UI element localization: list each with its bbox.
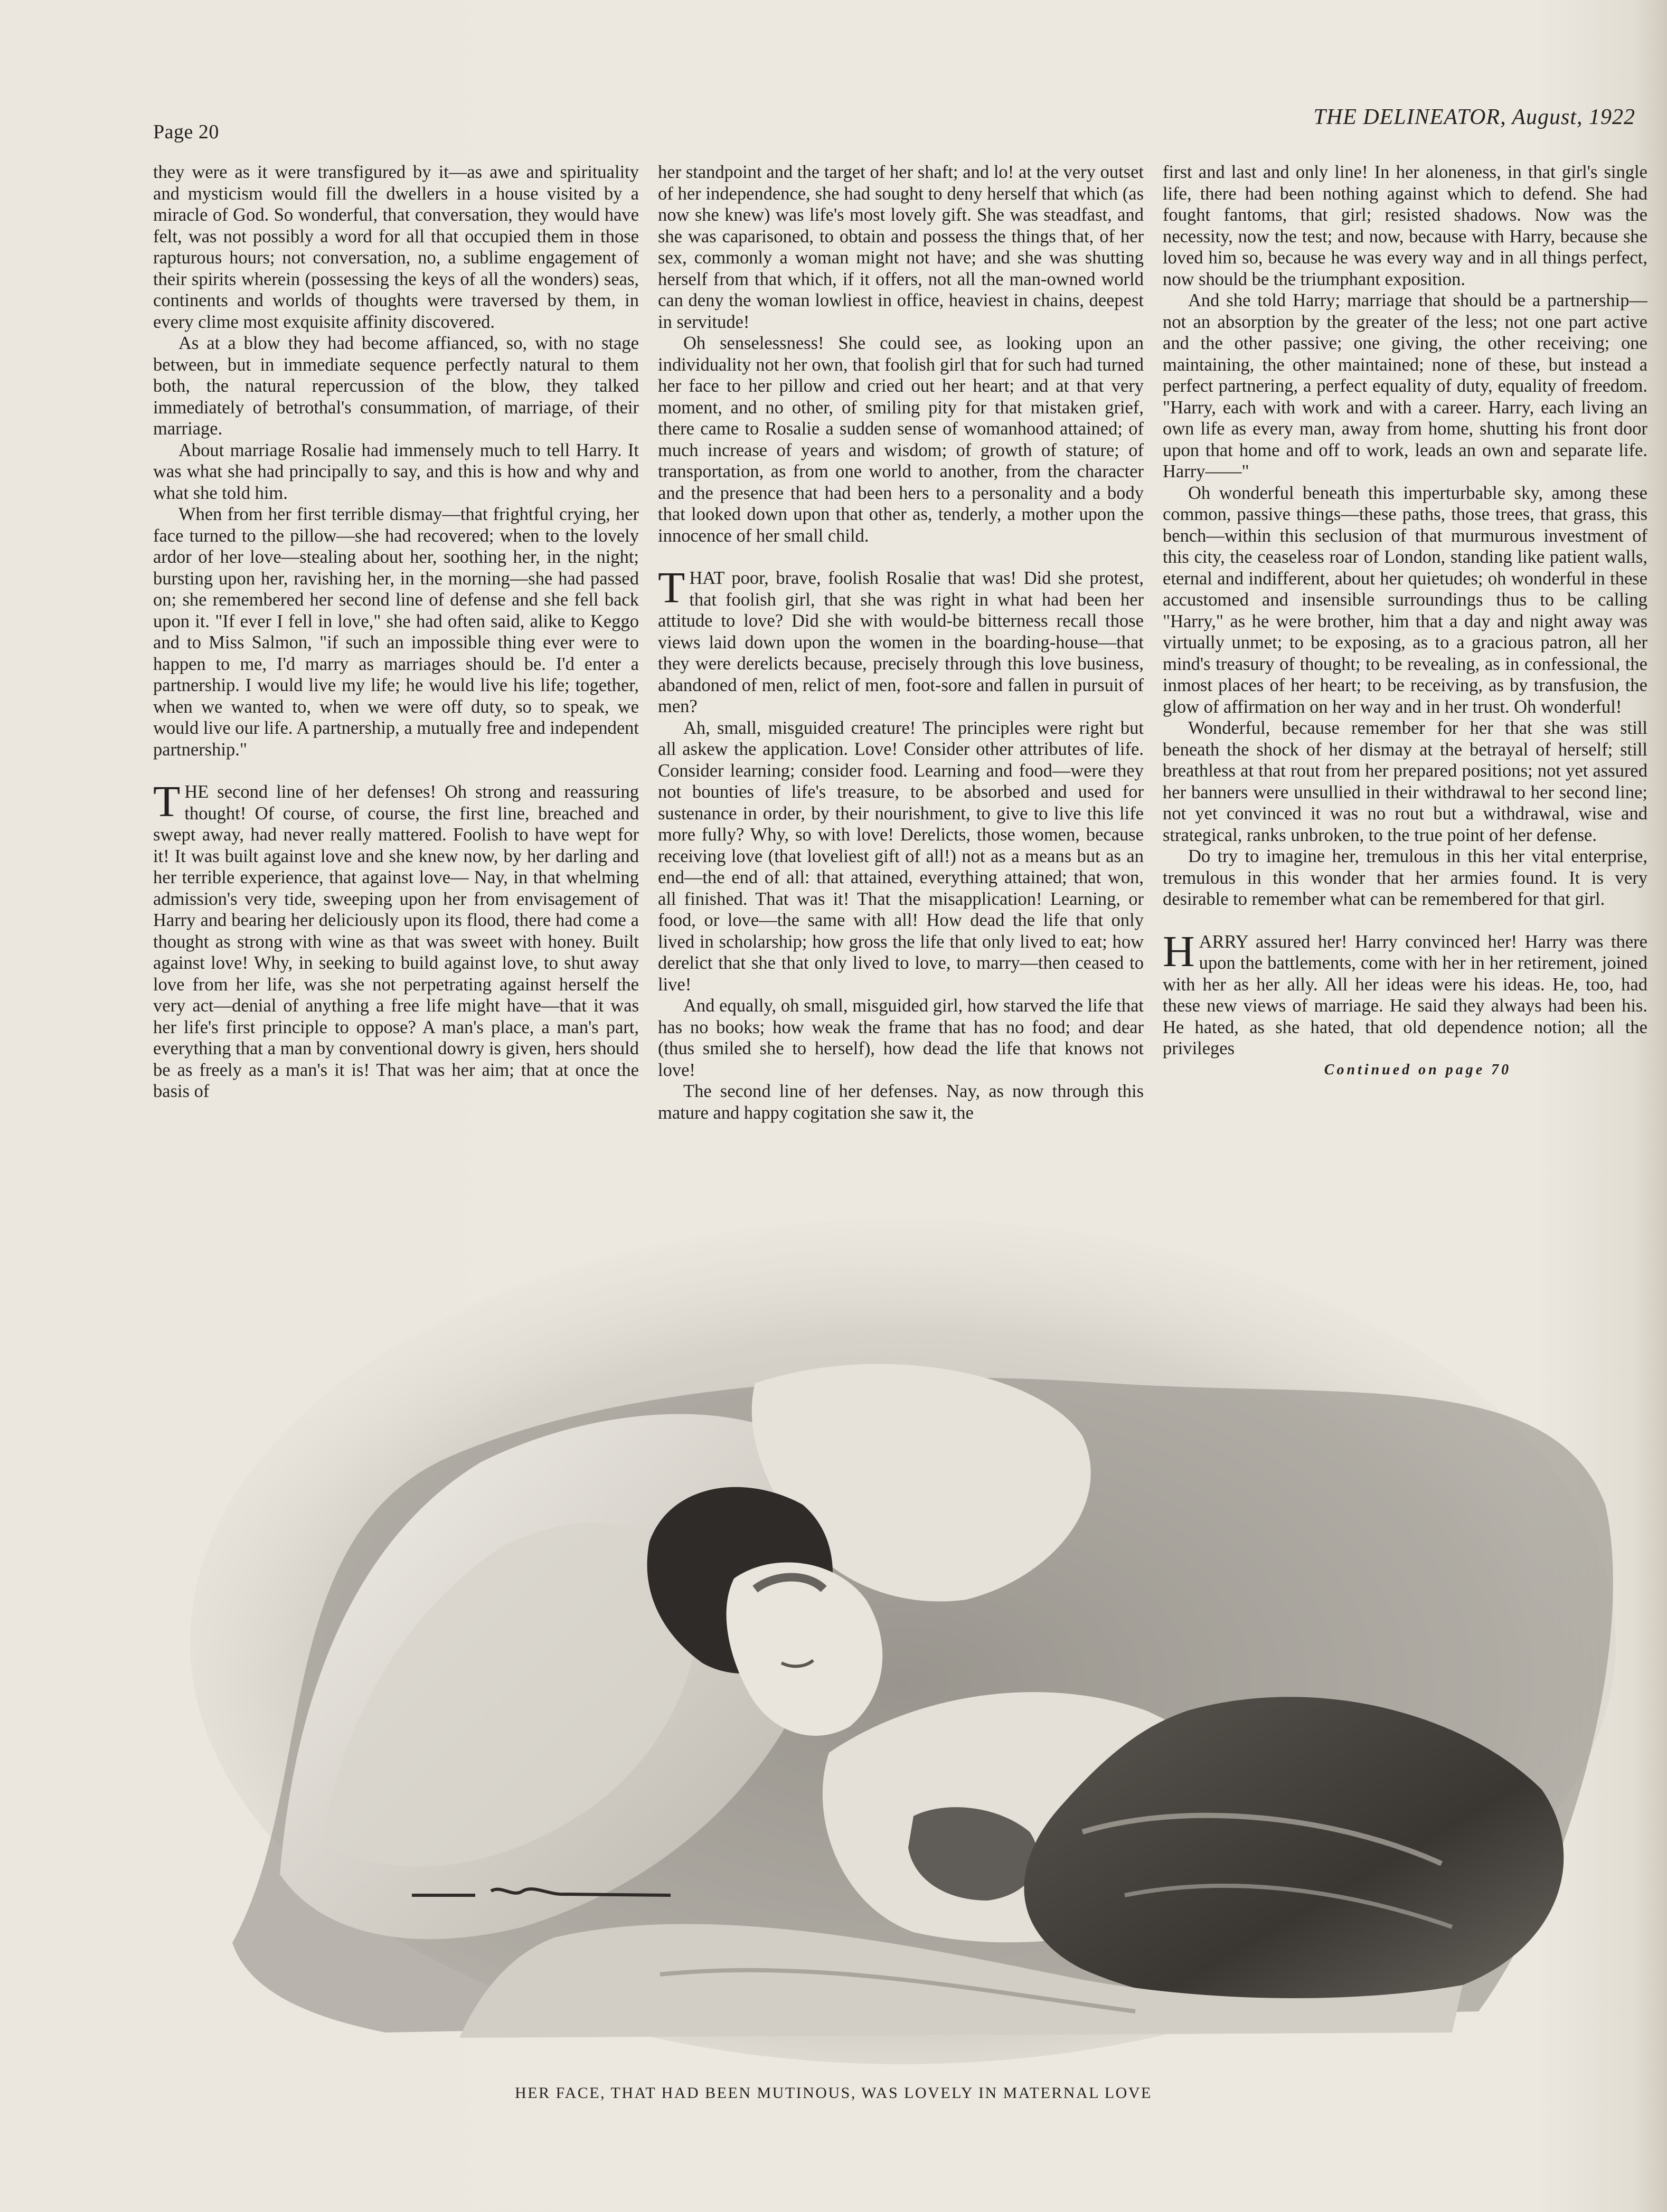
text-column-3: [1163, 162, 1647, 1233]
paragraph: Wonderful, because remember for her that she was still beneath the shock of her dismay at the betrayal of herself; still breathless at that rout from her prepared positions; not yet assured her banners were unsullied in their withdrawal to her second line; not yet convinced it was no rout but a withdrawal, wise and strategical, ranks unbroken, to the true point of her defense.: [1163, 718, 1647, 845]
section-text: ARRY assured her! Harry convinced her! Harry was there upon the battlements, come with her in her retirement, joined with her as her ally. All her ideas were his ideas. He, too, had these new views of marriage. He said they always had been his. He hated, as she hated, that old dependence notion; all the privileges: [1163, 931, 1647, 1058]
magazine-title: THE DELINEATOR,: [1313, 105, 1506, 129]
paragraph: Oh wonderful beneath this imperturbable sky, among these common, passive things—these paths, those trees, that grass, this bench—within this seclusion of that murmurous investment of this city, the ceaseless roar of London, standing like patient walls, eternal and indifferent, about her quietudes; oh wonderful in these accustomed and insensible surroundings thus to be calling "Harry," as he were brother, him that a day and night away was virtually unmet; to be exposing, as to a gracious patron, all her mind's treasury of thought; to be revealing, as in confessional, the inmost places of her heart; to be receiving, as by transfusion, the glow of affirmation on her way and in her trust. Oh wonderful!: [1163, 483, 1647, 717]
paragraph: The second line of her defenses. Nay, as now through this mature and happy cogitation she saw it, the: [658, 1081, 1144, 1123]
section-paragraph: [658, 563, 1144, 717]
section-text: HE second line of her defenses! Oh strong and reassuring thought! Of course, of course, the first line, breached and swept away, had never really mattered. Foolish to have wept for it! It was built against love and she knew now, by her darling and her terrible experience, that against love— Nay, in that whelming admission's very tide, sweeping upon her from envisagement of Harry and bearing her deliciously upon its flood, there had come a thought as strong with wine as that was sweet with honey. Built against love! Why, in seeking to build against love, to shut away love from her life, was she not perpetrating against herself the very act—denial of anything a free life might have—that it was her life's first principle to oppose? A man's place, a man's part, everything that a man by conventional dowry is given, hers should be as freely as a man's it is! That was her aim; that at once the basis of: [153, 782, 639, 1101]
text-column-1: [153, 162, 639, 1233]
issue-date: August, 1922: [1512, 105, 1635, 129]
paragraph: As at a blow they had become affianced, so, with no stage between, but in immediate sequence perfectly natural to them both, the natural repercussion of the blow, they talked immediately of betrothal's consummation, of marriage, of their marriage.: [153, 333, 639, 439]
paragraph: And equally, oh small, misguided girl, how starved the life that has no books; how weak the frame that has no food; and dear (thus smiled she to herself), how dead the life that knows not love!: [658, 996, 1144, 1080]
continued-note: Continued on page 70: [1324, 1061, 1512, 1078]
illustration-woman-in-bed: [185, 1209, 1621, 2064]
illustration-caption: HER FACE, THAT HAD BEEN MUTINOUS, WAS LOVELY IN MATERNAL LOVE: [515, 2084, 1152, 2102]
paragraph: And she told Harry; marriage that should be a partnership—not an absorption by the greater of the less; not one part active and the other passive; one giving, the other receiving; one maintaining, the other maintained; none of these, but instead a perfect partnering, a perfect equality of duty, equality of freedom. "Harry, each with work and with a career. Harry, each living an own life as every man, away from home, shutting his front door upon that home and off to work, leads an own and separate life. Harry——": [1163, 290, 1647, 481]
paragraph: When from her first terrible dismay—that frightful crying, her face turned to the pillow—she had recovered; when to the lovely ardor of her love—stealing about her, soothing her, in the night; bursting upon her, ravishing her, in the morning—she had passed on; she remembered her second line of defense and she fell back upon it. "If ever I fell in love," she had often said, alike to Keggo and to Miss Salmon, "if such an impossible thing ever were to happen to me, I'd marry as marriages should be. I'd enter a partnership. I would live my life; he would live his life; together, when we wanted to, when we were off duty, so to speak, we would live our life. A partnership, a mutually free and independent partnership.": [153, 504, 639, 760]
paragraph: Oh senselessness! She could see, as looking upon an individuality not her own, that foolish girl that for such had turned her face to her pillow and cried out her heart; and at that very moment, and no other, of smiling pity for that mistaken grief, there came to Rosalie a sudden sense of womanhood attained; of much increase of years and wisdom; of growth of stature; of transportation, as from one world to another, from the character and the presence that had been hers to a personality and a body that looked down upon that other as, tenderly, a mother upon the innocence of her small child.: [658, 333, 1144, 546]
drop-cap: T: [658, 563, 685, 612]
section-text: HAT poor, brave, foolish Rosalie that was! Did she protest, that foolish girl, that she was right in what had been her attitude to love? Did she with would-be bitterness recall those views laid down upon the women in the boarding-house—that they were derelicts because, precisely through this love business, abandoned of men, relict of men, foot-sore and fallen in pursuit of men?: [658, 568, 1144, 716]
paragraph: Do try to imagine her, tremulous in this her vital enterprise, tremulous in this wonder that her armies found. It is very desirable to remember what can be remembered for that girl.: [1163, 846, 1647, 909]
drop-cap: H: [1163, 927, 1195, 976]
paragraph: Ah, small, misguided creature! The principles were right but all askew the application. Love! Consider other attributes of life. Consider learning; consider food. Learning and food—were they not bounties of life's treasure, to be absorbed and used for sustenance in order, by their nourishment, to give to live this life more fully? Why, so with love! Derelicts, those women, because receiving love (that loveliest gift of all!) not as a means but as an end—the end of all: that attained, everything attained; that won, all finished. That was it! That the misapplication! Learning, or food, or love—the same with all! How dead the life that only lived in scholarship; how gross the life that only lived to eat; how derelict that she that only lived to love, to marry—then ceased to live!: [658, 717, 1144, 995]
paragraph: About marriage Rosalie had immensely much to tell Harry. It was what she had principally to say, and this is how and why and what she told him.: [153, 440, 639, 503]
paragraph: they were as it were transfigured by it—as awe and spirituality and mysticism would fill the dwellers in a house visited by a miracle of God. So wonderful, that conversation, they would have felt, was not possibly a word for all that occupied them in those rapturous hours; not conversation, no, a sublime engagement of their spirits wherein (possessing the keys of all the wonders) seas, continents and worlds of thoughts were traversed by them, in every clime most exquisite affinity discovered.: [153, 162, 639, 332]
paragraph: her standpoint and the target of her shaft; and lo! at the very outset of her independence, she had sought to deny herself that which (as now she knew) was life's most lovely gift. She was steadfast, and she was caparisoned, to obtain and possess the things that, of her sex, commonly a woman might not have; and she was shutting herself from that which, if it offers, not all the man-owned world can deny the woman lowliest in office, heaviest in chains, deepest in servitude!: [658, 162, 1144, 332]
section-paragraph: [153, 777, 639, 1102]
page-number: Page 20: [153, 121, 219, 143]
section-paragraph: [1163, 927, 1647, 1060]
paragraph: first and last and only line! In her aloneness, in that girl's single life, there had been nothing against which to defend. She had fought fantoms, that girl; resisted shadows. Now was the necessity, now the test; and now, because with Harry, because she loved him so, because he was every way and in all things perfect, now should be the triumphant exposition.: [1163, 162, 1647, 289]
drop-cap: T: [153, 777, 181, 826]
text-column-2: [658, 162, 1144, 1233]
running-header: [1314, 105, 1635, 130]
